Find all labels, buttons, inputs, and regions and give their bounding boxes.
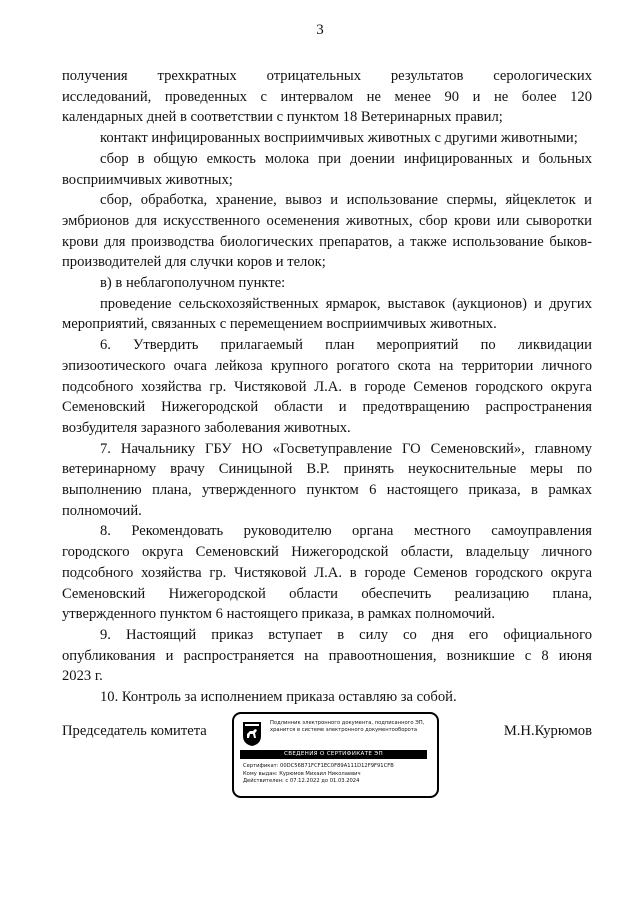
text-line: Семеновский Нижегородской области обеспечить реализацию плана, <box>62 585 592 602</box>
certificate-number: Сертификат: 00DC56B71FCF1EC0F89A111D12F9F91CFB <box>243 763 394 769</box>
text-line: 8. Рекомендовать руководителю органа местного самоуправления <box>100 523 592 540</box>
document-body <box>62 66 592 708</box>
page-number: 3 <box>316 22 324 38</box>
text-line: исследований, проведенных с интервалом не менее 90 и не более 120 <box>62 88 592 105</box>
text-line: крови для производства биологических препаратов, а также использование быков- <box>62 233 592 250</box>
text-line: ветеринарному врачу Синицыной В.Р. принять неукоснительные меры по <box>62 461 592 478</box>
electronic-signature-stamp <box>232 712 439 798</box>
text-line: проведение сельскохозяйственных ярмарок, выставок (аукционов) и других <box>100 295 592 312</box>
stamp-header: СВЕДЕНИЯ О СЕРТИФИКАТЕ ЭП <box>240 750 427 759</box>
certificate-owner: Кому выдан: Курюмов Михаил Николаевич <box>243 770 361 777</box>
text-line: городского округа Семеновский Нижегородской области, владельцу личного <box>62 544 592 561</box>
text-line: эпизоотического очага лейкоза крупного рогатого скота на территории личного <box>62 357 592 374</box>
text-line: 6. Утвердить прилагаемый план мероприятий по ликвидации <box>100 337 592 354</box>
text-line: календарных дней в соответствии с пунктом 18 Ветеринарных правил; <box>62 109 503 126</box>
text-line: 9. Настоящий приказ вступает в силу со дня его официального <box>100 626 592 643</box>
text-line: Семеновский Нижегородской области и предотвращению распространения <box>62 399 592 416</box>
text-line: утвержденного пунктом 6 настоящего приказа, в рамках полномочий. <box>62 606 495 623</box>
text-line: 2023 г. <box>62 668 103 685</box>
text-line: 10. Контроль за исполнением приказа оставляю за собой. <box>100 689 457 706</box>
stamp-notice: Подлинник электронного документа, подписанного ЭП, хранится в системе электронного документооборота <box>270 720 425 733</box>
text-line: контакт инфицированных восприимчивых животных с другими животными; <box>100 130 578 147</box>
text-line: 7. Начальнику ГБУ НО «Госветуправление ГО Семеновский», главному <box>100 440 592 457</box>
stamp-details <box>243 763 431 786</box>
text-line: в) в неблагополучном пункте: <box>100 275 286 292</box>
text-line: получения трехкратных отрицательных результатов серологических <box>62 68 592 84</box>
text-line: подсобного хозяйства гр. Чистяковой Л.А. в городе Семенов городского округа <box>62 564 592 581</box>
signer-position: Председатель комитета <box>62 723 207 739</box>
certificate-validity: Действителен: с 07.12.2022 до 01.03.2024 <box>243 778 360 785</box>
coat-of-arms-icon <box>242 721 262 747</box>
text-line: возбудителя заразного заболевания животных. <box>62 419 351 436</box>
text-line: полномочий. <box>62 502 142 519</box>
text-line: мероприятий, связанных с перемещением восприимчивых животных. <box>62 316 497 333</box>
signer-name: М.Н.Курюмов <box>503 723 592 739</box>
text-line: восприимчивых животных; <box>62 171 233 188</box>
text-line: производителей для случки коров и телок; <box>62 254 326 271</box>
text-line: подсобного хозяйства гр. Чистяковой Л.А. в городе Семенов городского округа <box>62 378 592 395</box>
text-line: опубликования и распространяется на правоотношения, возникшие с 8 июня <box>62 647 592 664</box>
text-line: сбор, обработка, хранение, вывоз и использование спермы, яйцеклеток и <box>100 192 592 209</box>
text-line: выполнению плана, утвержденного пунктом 6 настоящего приказа, в рамках <box>62 482 592 499</box>
text-line: эмбрионов для искусственного осеменения животных, сбор крови или сыворотки <box>62 212 592 229</box>
text-line: сбор в общую емкость молока при доении инфицированных и больных <box>100 150 592 167</box>
